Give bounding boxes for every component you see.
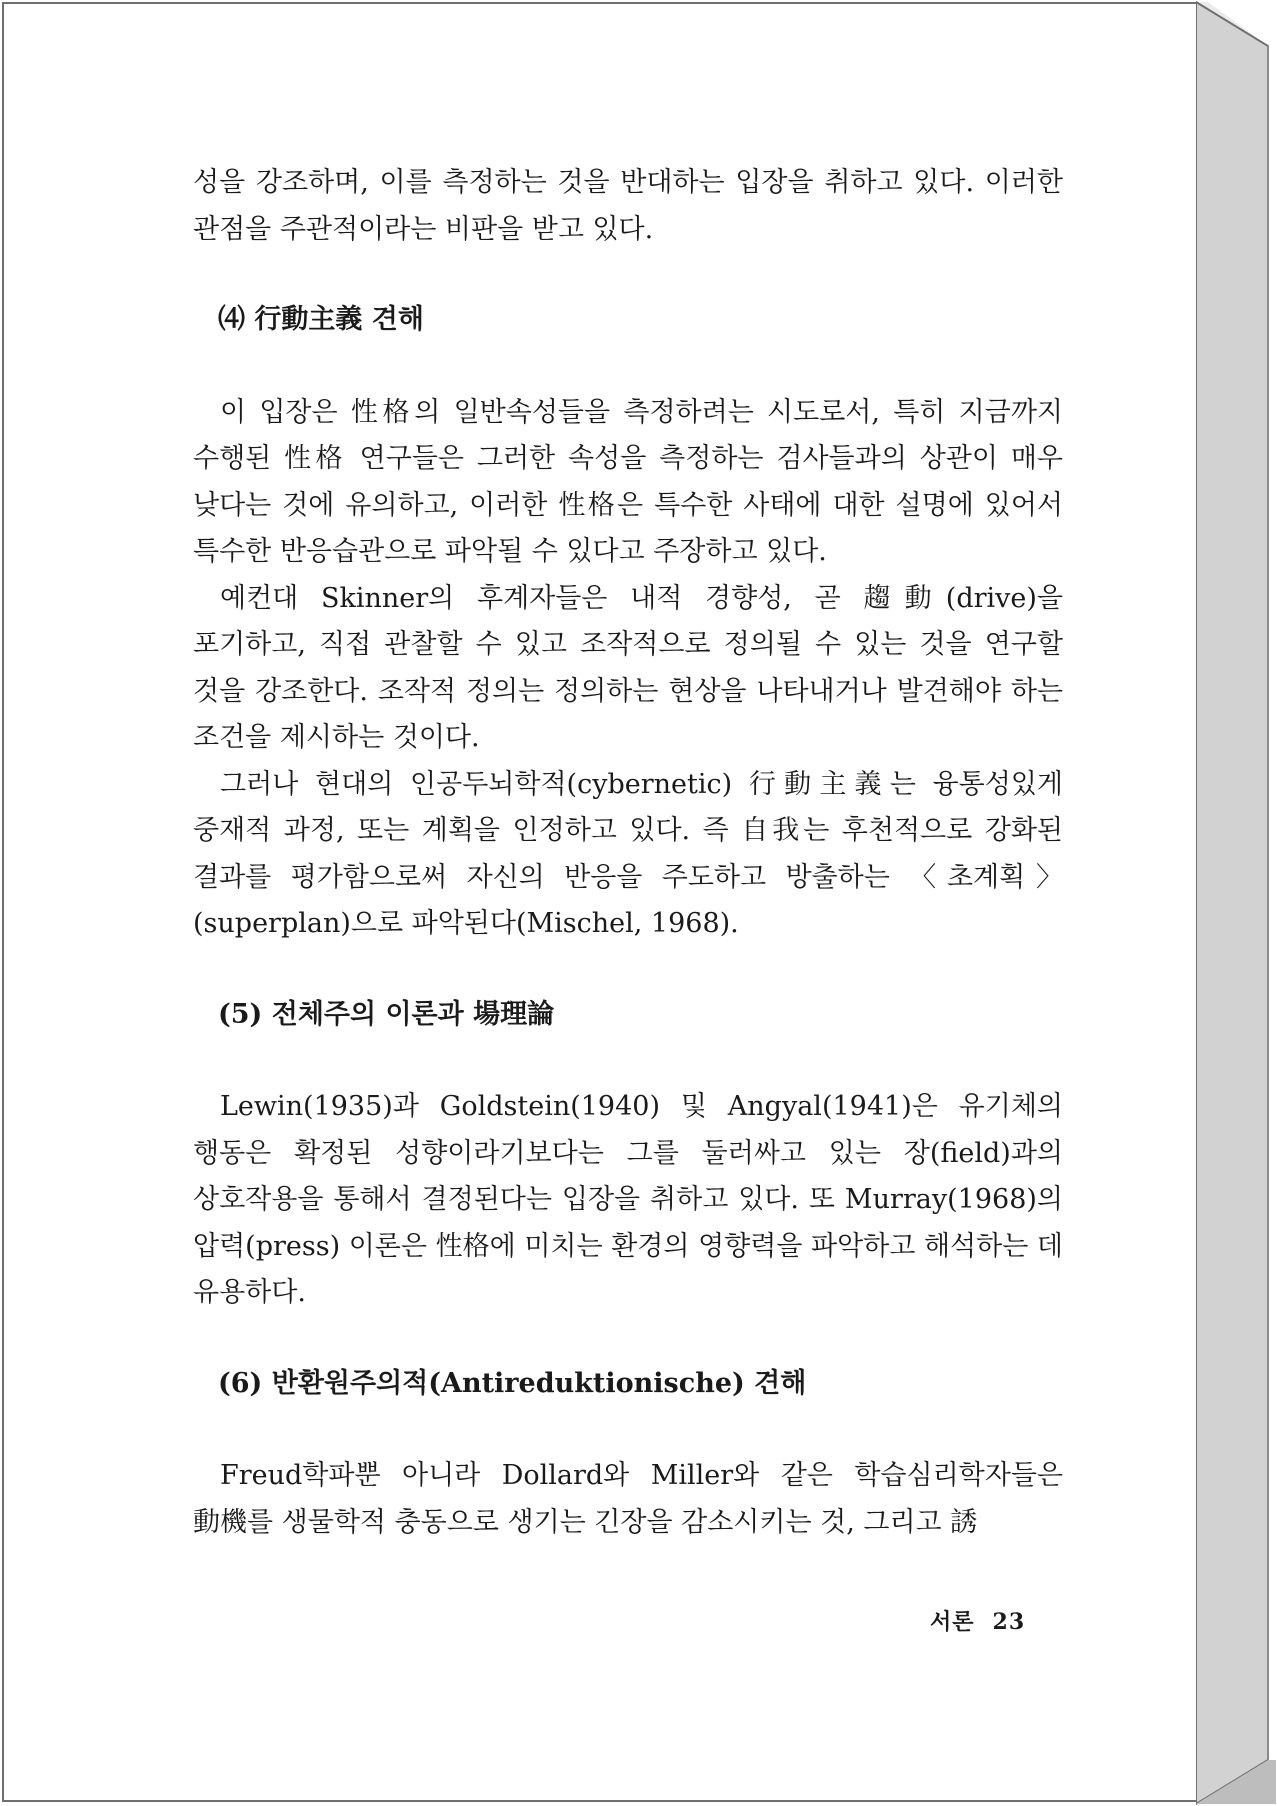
heading-antireductionism: (6) 반환원주의적(Antireduktionische) 견해 xyxy=(218,1367,807,1399)
heading-holism-field-theory: (5) 전체주의 이론과 場理論 xyxy=(218,998,555,1030)
text-column xyxy=(193,160,1063,1546)
paragraph-behaviorism-2: 예컨대 Skinner의 후계자들은 내적 경향성, 곧 趨動(drive)을 포기하고, 직접 관찰할 수 있고 조작적으로 정의될 수 있는 것을 연구할 것을 강조한다. 조작적 정의는 정의하는 현상을 나타내거나 발견해야 하는 조건을 제시하는 것이다. xyxy=(193,582,1063,753)
footer-section-title: 서론 xyxy=(930,1609,975,1635)
paragraph-behaviorism-3: 그러나 현대의 인공두뇌학적(cybernetic) 行動主義는 융통성있게 중재적 과정, 또는 계획을 인정하고 있다. 즉 自我는 후천적으로 강화된 결과를 평가함으로써 자신의 반응을 주도하고 방출하는 〈초계획〉(superplan)으로 파악된다(Mischel, 1968). xyxy=(193,768,1063,939)
paragraph-antireductionism: Freud학파뿐 아니라 Dollard와 Miller와 같은 학습심리학자들은 動機를 생물학적 충동으로 생기는 긴장을 감소시키는 것, 그리고 誘 xyxy=(193,1460,1063,1538)
edge-front-face xyxy=(1196,2,1268,1804)
page-footer xyxy=(930,1605,1025,1636)
page-number: 23 xyxy=(992,1609,1026,1635)
heading-behaviorism: ⑷ 行動主義 견해 xyxy=(218,304,424,335)
paragraph-continued: 성을 강조하며, 이를 측정하는 것을 반대하는 입장을 취하고 있다. 이러한 관점을 주관적이라는 비판을 받고 있다. xyxy=(193,167,1063,245)
paragraph-field-theory: Lewin(1935)과 Goldstein(1940) 및 Angyal(1941)은 유기체의 행동은 확정된 성향이라기보다는 그를 둘러싸고 있는 장(field)과의 상호작용을 통해서 결정된다는 입장을 취하고 있다. 또 Murray(1968)의 압력(press) 이론은 性格에 미치는 환경의 영향력을 파악하고 해석하는 데 유용하다. xyxy=(193,1091,1063,1308)
paragraph-behaviorism-1: 이 입장은 性格의 일반속성들을 측정하려는 시도로서, 특히 지금까지 수행된 性格 연구들은 그러한 속성을 측정하는 검사들과의 상관이 매우 낮다는 것에 유의하고, 이러한 性格은 특수한 사태에 대한 설명에 있어서 특수한 반응습관으로 파악될 수 있다고 주장하고 있다. xyxy=(193,396,1063,567)
book-page-edge xyxy=(1196,0,1277,1806)
